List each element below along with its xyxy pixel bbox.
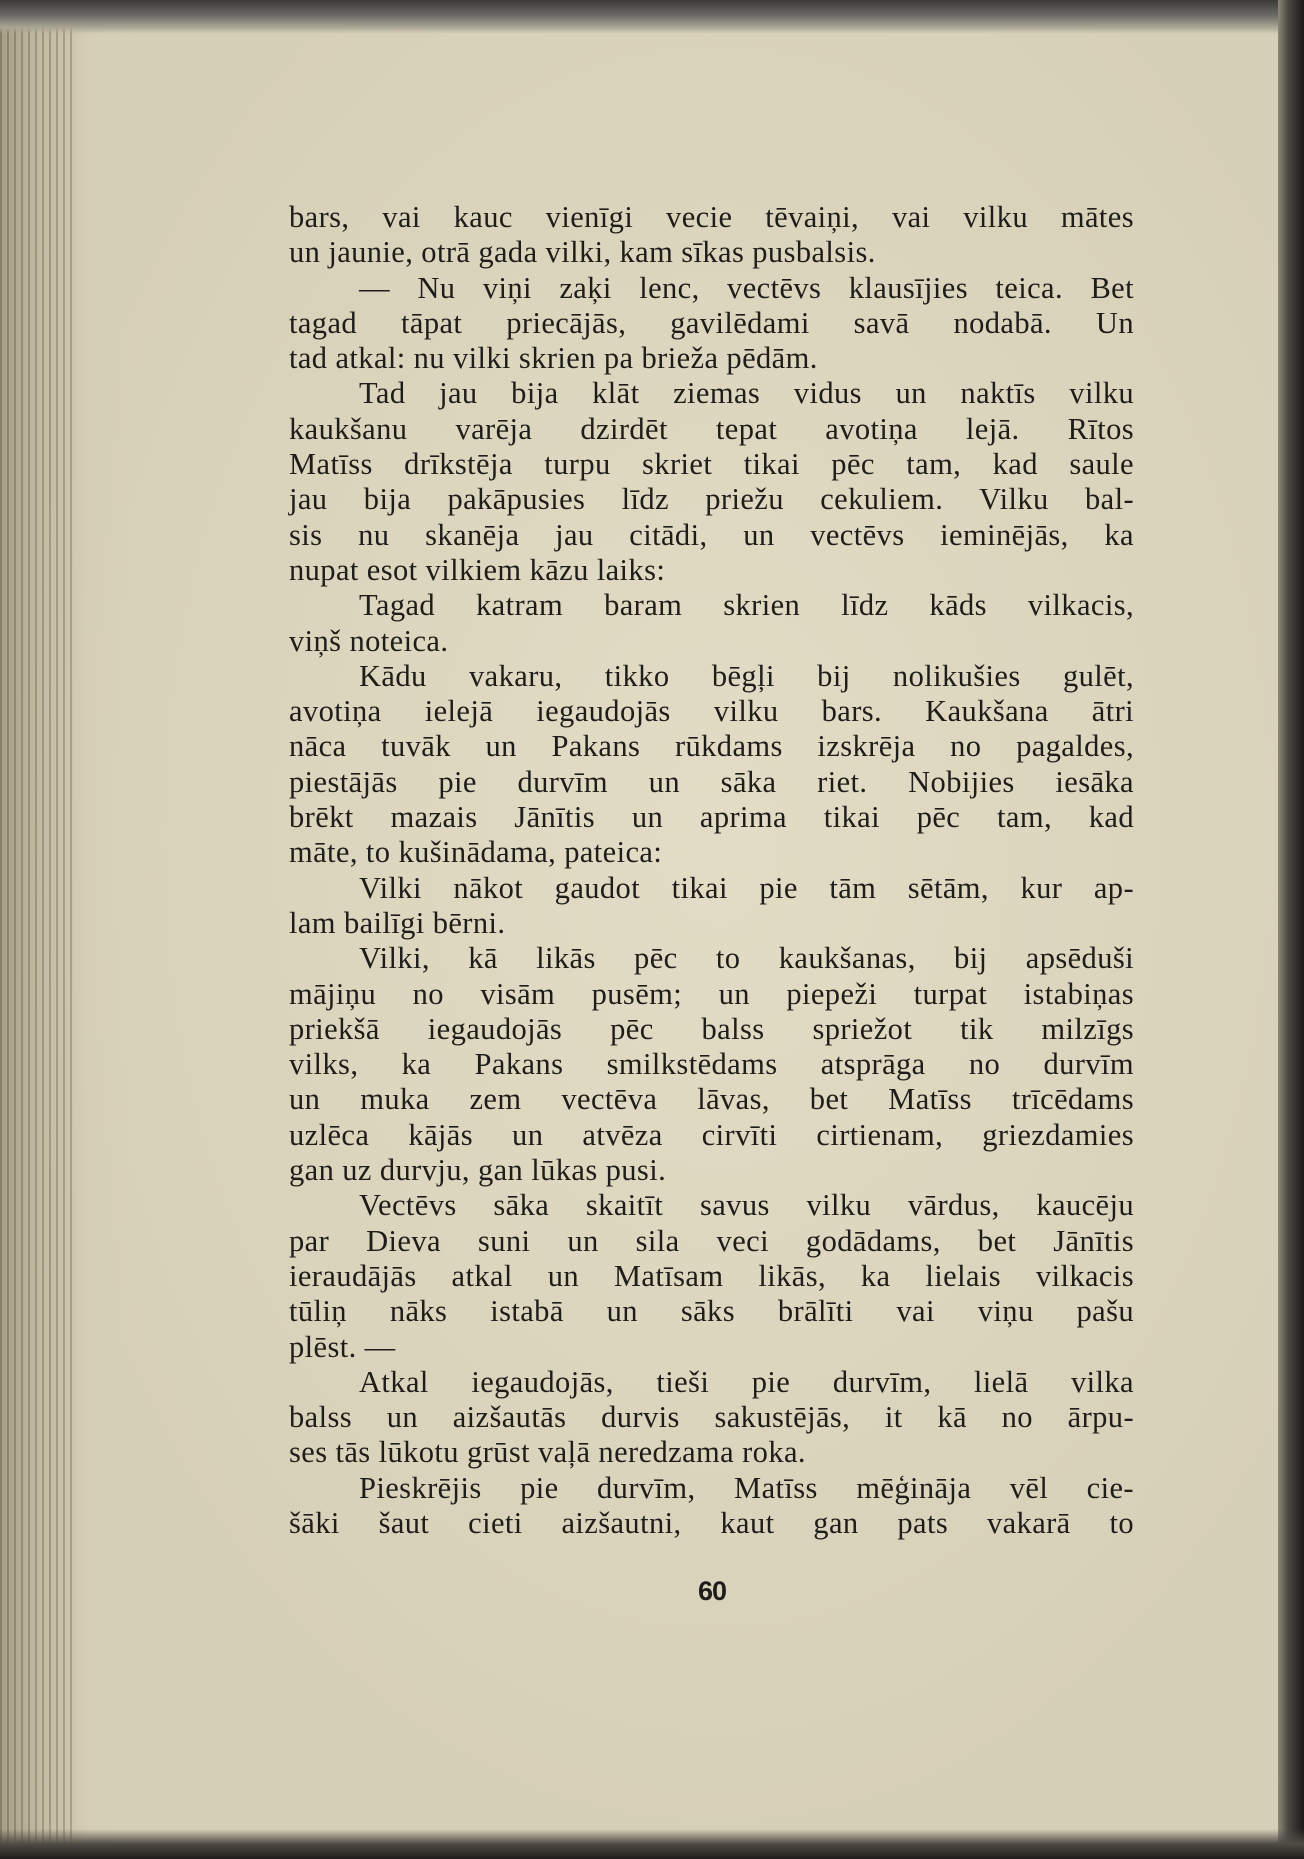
text-line: Vectēvs sāka skaitīt savus vilku vārdus, kaucēju (359, 1188, 1134, 1223)
text-line: Atkal iegaudojās, tieši pie durvīm, lielā vilka (359, 1364, 1134, 1399)
text-line: Kādu vakaru, tikko bēgļi bij nolikušies gulēt, (359, 658, 1134, 693)
text-line: brēkt mazais Jānītis un aprima tikai pēc tam, kad (289, 800, 1134, 835)
text-line: nāca tuvāk un Pakans rūkdams izskrēja no pagaldes, (289, 729, 1134, 764)
text-line: lam bailīgi bērni. (289, 905, 506, 940)
text-line: uzlēca kājās un atvēza cirvīti cirtienam, griezdamies (289, 1117, 1134, 1152)
text-line: šāki šaut cieti aizšautni, kaut gan pats vakarā to (289, 1505, 1134, 1540)
text-line: Vilki, kā likās pēc to kaukšanas, bij apsēduši (359, 941, 1134, 976)
page-number: 60 (697, 1576, 727, 1606)
text-line: mājiņu no visām pusēm; un piepeži turpat istabiņas (289, 976, 1134, 1011)
text-line: balss un aizšautās durvis sakustējās, it kā no ārpu- (289, 1400, 1134, 1435)
text-line: piestājās pie durvīm un sāka riet. Nobijies iesāka (289, 764, 1134, 799)
text-line: māte, to kušinādama, pateica: (289, 835, 663, 870)
page-bottom-edge (0, 1829, 1304, 1859)
text-line: viņš noteica. (289, 623, 449, 658)
text-line: Matīss drīkstēja turpu skriet tikai pēc tam, kad saule (289, 447, 1134, 482)
text-line: Tad jau bija klāt ziemas vidus un naktīs vilku (359, 376, 1134, 411)
text-line: tad atkal: nu vilki skrien pa brieža pēdām. (289, 341, 818, 376)
text-line: un muka zem vectēva lāvas, bet Matīss trīcēdams (289, 1082, 1134, 1117)
book-gutter (0, 0, 75, 1859)
text-line: nupat esot vilkiem kāzu laiks: (289, 552, 666, 587)
text-line: ieraudājās atkal un Matīsam likās, ka lielais vilkacis (289, 1258, 1134, 1293)
page-top-edge (0, 0, 1304, 34)
text-line: jau bija pakāpusies līdz priežu cekuliem. Vilku bal- (289, 482, 1134, 517)
text-line: sis nu skanēja jau citādi, un vectēvs ieminējās, ka (289, 517, 1134, 552)
text-line: Vilki nākot gaudot tikai pie tām sētām, kur ap- (359, 870, 1134, 905)
text-line: Pieskrējis pie durvīm, Matīss mēģināja vēl cie- (359, 1470, 1134, 1505)
text-line: priekšā iegaudojās pēc balss spriežot tik milzīgs (289, 1011, 1134, 1046)
text-line: tagad tāpat priecājās, gavilēdami savā nodabā. Un (289, 305, 1134, 340)
text-line: kaukšanu varēja dzirdēt tepat avotiņa lejā. Rītos (289, 411, 1134, 446)
book-cover-edge (1278, 0, 1304, 1859)
text-line: avotiņa ielejā iegaudojās vilku bars. Kaukšana ātri (289, 694, 1134, 729)
text-line: gan uz durvju, gan lūkas pusi. (289, 1153, 667, 1188)
text-line: un jaunie, otrā gada vilki, kam sīkas pusbalsis. (289, 235, 876, 270)
text-line: bars, vai kauc vienīgi vecie tēvaiņi, vai vilku mātes (289, 200, 1134, 234)
body-text (289, 200, 1134, 1541)
text-line: plēst. — (289, 1329, 396, 1364)
text-line: vilks, ka Pakans smilkstēdams atsprāga no durvīm (289, 1047, 1134, 1082)
text-line: ses tās lūkotu grūst vaļā neredzama roka. (289, 1435, 806, 1470)
text-line: tūliņ nāks istabā un sāks brālīti vai viņu pašu (289, 1294, 1134, 1329)
text-line: — Nu viņi zaķi lenc, vectēvs klausījies teica. Bet (359, 270, 1134, 305)
text-line: par Dieva suni un sila veci godādams, bet Jānītis (289, 1223, 1134, 1258)
text-line: Tagad katram baram skrien līdz kāds vilkacis, (359, 588, 1134, 623)
